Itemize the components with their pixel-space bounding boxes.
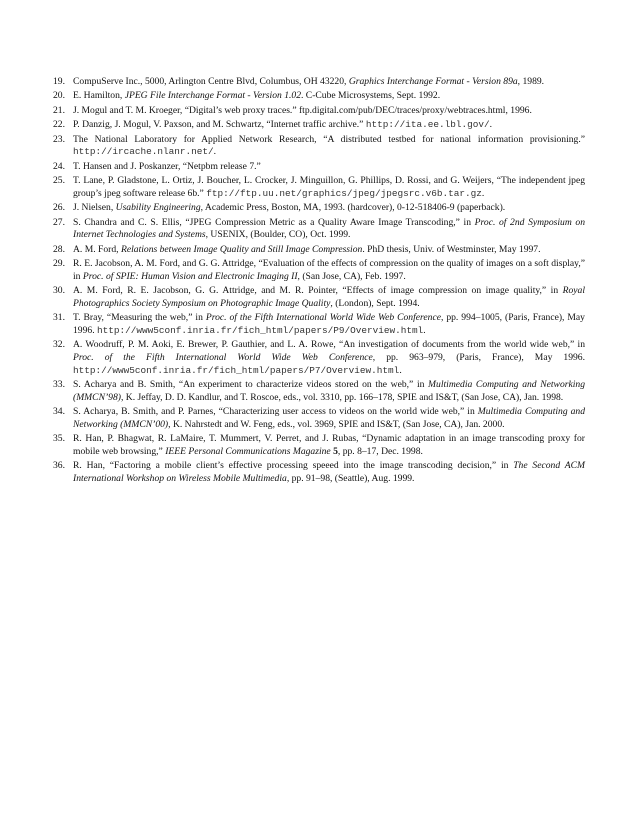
reference-segment: . bbox=[399, 364, 402, 376]
reference-text bbox=[73, 244, 585, 257]
reference-text bbox=[73, 202, 585, 215]
reference-item bbox=[53, 406, 585, 431]
reference-text bbox=[73, 379, 585, 404]
reference-number: 19. bbox=[53, 76, 65, 87]
reference-text bbox=[73, 134, 585, 159]
reference-title: Proc. of SPIE: Human Vision and Electronic Imaging II bbox=[82, 270, 298, 282]
reference-item bbox=[53, 161, 585, 174]
reference-item bbox=[53, 105, 585, 118]
reference-url: http://www5conf.inria.fr/fich_html/papers/P9/Overview.html bbox=[96, 324, 424, 336]
reference-text bbox=[73, 161, 585, 174]
reference-number: 32. bbox=[53, 339, 65, 351]
reference-item bbox=[53, 134, 585, 159]
reference-text bbox=[73, 175, 585, 200]
reference-url: ftp://ftp.uu.net/graphics/jpeg/jpegsrc.v6b.tar.gz bbox=[206, 187, 482, 199]
reference-title: The Second ACM International Workshop on Wireless Mobile Multimedia bbox=[73, 460, 585, 485]
reference-segment: . C-Cube Microsystems, Sept. 1992. bbox=[301, 90, 441, 102]
reference-segment: A. Woodruff, P. M. Aoki, E. Brewer, P. Gauthier, and L. A. Rowe, “An investigation of documents from the world wide web,” in bbox=[73, 339, 585, 351]
reference-item bbox=[53, 175, 585, 200]
reference-url: http://www5conf.inria.fr/fich_html/papers/P7/Overview.html bbox=[73, 364, 400, 376]
reference-segment: . bbox=[213, 146, 217, 158]
reference-segment: , USENIX, (Boulder, CO), Oct. 1999. bbox=[205, 229, 351, 241]
reference-segment: The National Laboratory for Applied Network Research, “A distributed testbed for national information provisioning.” bbox=[73, 133, 585, 145]
reference-number: 30. bbox=[53, 285, 65, 297]
reference-text bbox=[73, 460, 585, 485]
reference-segment: . bbox=[489, 119, 492, 131]
reference-segment: A. M. Ford, bbox=[73, 243, 121, 255]
reference-segment: P. Danzig, J. Mogul, V. Paxson, and M. Schwartz, “Internet traffic archive.” bbox=[73, 119, 366, 131]
reference-number: 27. bbox=[53, 216, 65, 228]
reference-item bbox=[53, 244, 585, 257]
reference-item bbox=[53, 285, 585, 310]
reference-segment: , (San Jose, CA), Feb. 1997. bbox=[297, 270, 406, 282]
reference-number: 25. bbox=[53, 175, 65, 187]
reference-segment: S. Acharya, B. Smith, and P. Parnes, “Characterizing user access to videos on the world wide web,” in bbox=[73, 406, 478, 418]
reference-number: 35. bbox=[53, 433, 65, 445]
reference-text bbox=[73, 433, 585, 458]
reference-title: IEEE Personal Communications Magazine bbox=[165, 445, 331, 457]
reference-title: Proc. of the Fifth International World Wide Web Conference bbox=[205, 312, 441, 324]
reference-text bbox=[73, 339, 585, 377]
reference-number: 24. bbox=[53, 160, 65, 172]
reference-volume: 5 bbox=[333, 445, 338, 457]
reference-segment: , (London), Sept. 1994. bbox=[330, 297, 420, 309]
reference-item bbox=[53, 217, 585, 242]
reference-segment: , pp. 994–1005, (Paris, France), May 1996. bbox=[73, 312, 585, 336]
reference-title: Proc. of the Fifth International World Wide Web Conference bbox=[73, 352, 373, 363]
reference-item bbox=[53, 76, 585, 89]
reference-text bbox=[73, 285, 585, 310]
reference-segment: , pp. 8–17, Dec. 1998. bbox=[337, 445, 423, 457]
reference-segment: S. Chandra and C. S. Ellis, “JPEG Compression Metric as a Quality Aware Image Transcoding,” in bbox=[73, 216, 475, 228]
reference-number: 34. bbox=[53, 406, 65, 418]
reference-segment: , pp. 91–98, (Seattle), Aug. 1999. bbox=[286, 473, 415, 485]
reference-item bbox=[53, 433, 585, 458]
reference-segment: , 1989. bbox=[517, 76, 545, 87]
reference-number: 22. bbox=[53, 119, 65, 131]
reference-segment: R. E. Jacobson, A. M. Ford, and G. G. Attridge, “Evaluation of the effects of compression on the quality of images on a soft display,” in bbox=[73, 258, 585, 282]
reference-item bbox=[53, 312, 585, 337]
reference-number: 33. bbox=[53, 379, 65, 391]
reference-segment: R. Han, P. Bhagwat, R. LaMaire, T. Mummert, V. Perret, and J. Rubas, “Dynamic adaptation in an image transcoding proxy for mobile web browsing,” bbox=[73, 433, 585, 457]
reference-number: 20. bbox=[53, 90, 65, 102]
reference-segment: , K. Jeffay, D. D. Kandlur, and T. Roscoe, eds., vol. 3310, pp. 166–178, SPIE and IS&T, (San Jose, CA), Jan. 1998. bbox=[120, 391, 564, 403]
reference-segment: , K. Nahrstedt and W. Feng, eds., vol. 3969, SPIE and IS&T, (San Jose, CA), Jan. 2000. bbox=[168, 418, 505, 430]
reference-number: 28. bbox=[53, 243, 65, 255]
reference-item bbox=[53, 258, 585, 283]
reference-segment: J. Nielsen, bbox=[73, 202, 116, 214]
reference-item bbox=[53, 460, 585, 485]
reference-item bbox=[53, 119, 585, 132]
reference-number: 31. bbox=[53, 312, 65, 324]
reference-segment: T. Lane, P. Gladstone, L. Ortiz, J. Boucher, L. Crocker, J. Minguillon, G. Phillips, D. Rossi, and G. Weijers, “The independent jpeg group’s jpeg software release 6b.” bbox=[73, 175, 585, 199]
reference-item bbox=[53, 202, 585, 215]
reference-title: Usability Engineering bbox=[115, 202, 201, 214]
reference-title: JPEG File Interchange Format - Version 1.02 bbox=[124, 90, 301, 102]
reference-text bbox=[73, 406, 585, 431]
reference-url: http://ircache.nlanr.net/ bbox=[73, 146, 214, 158]
reference-item bbox=[53, 90, 585, 103]
reference-segment: E. Hamilton, bbox=[73, 90, 125, 102]
reference-text bbox=[73, 76, 585, 89]
reference-number: 36. bbox=[53, 460, 65, 472]
reference-item bbox=[53, 379, 585, 404]
reference-text bbox=[73, 312, 585, 337]
reference-number: 21. bbox=[53, 104, 65, 116]
reference-text bbox=[73, 119, 585, 132]
reference-segment: T. Bray, “Measuring the web,” in bbox=[73, 312, 206, 324]
reference-segment: S. Acharya and B. Smith, “An experiment to characterize videos stored on the web,” in bbox=[73, 379, 429, 391]
reference-title: Relations between Image Quality and Still Image Compression bbox=[120, 243, 363, 255]
reference-text bbox=[73, 258, 585, 283]
reference-url: http://ita.ee.lbl.gov/ bbox=[365, 119, 490, 131]
reference-title: Royal Photographics Society Symposium on Photographic Image Quality bbox=[73, 285, 585, 309]
reference-number: 23. bbox=[53, 133, 65, 145]
reference-segment: , Academic Press, Boston, MA, 1993. (hardcover), 0-12-518406-9 (paperback). bbox=[200, 202, 506, 214]
reference-segment: T. Hansen and J. Poskanzer, “Netpbm release 7.” bbox=[73, 160, 261, 172]
reference-title: Graphics Interchange Format - Version 89a bbox=[348, 76, 518, 87]
reference-number: 29. bbox=[53, 258, 65, 270]
reference-segment: , pp. 963–979, (Paris, France), May 1996. bbox=[372, 352, 585, 363]
reference-text bbox=[73, 217, 585, 242]
reference-text bbox=[73, 90, 585, 103]
reference-segment: . bbox=[423, 324, 426, 336]
reference-list bbox=[53, 76, 585, 487]
reference-segment: . bbox=[481, 187, 485, 199]
reference-segment: J. Mogul and T. M. Kroeger, “Digital’s web proxy traces.” ftp.digital.com/pub/DEC/traces/proxy/webtraces.html, 1996. bbox=[73, 104, 532, 116]
reference-segment: R. Han, “Factoring a mobile client’s effective processing speeed into the image transcoding decision,” in bbox=[73, 460, 514, 472]
reference-segment: CompuServe Inc., 5000, Arlington Centre Blvd, Columbus, OH 43220, bbox=[73, 76, 349, 87]
reference-title: Multimedia Computing and Networking (MMCN’00) bbox=[73, 406, 585, 430]
reference-item bbox=[53, 339, 585, 377]
reference-number: 26. bbox=[53, 202, 65, 214]
reference-text bbox=[73, 105, 585, 118]
reference-title: Multimedia Computing and Networking (MMCN’98) bbox=[73, 379, 585, 403]
reference-title: Proc. of 2nd Symposium on Internet Technologies and Systems bbox=[73, 216, 585, 241]
reference-segment: A. M. Ford, R. E. Jacobson, G. G. Attridge, and M. R. Pointer, “Effects of image compression on image quality,” in bbox=[73, 285, 563, 297]
reference-segment: . PhD thesis, Univ. of Westminster, May 1997. bbox=[362, 243, 541, 255]
